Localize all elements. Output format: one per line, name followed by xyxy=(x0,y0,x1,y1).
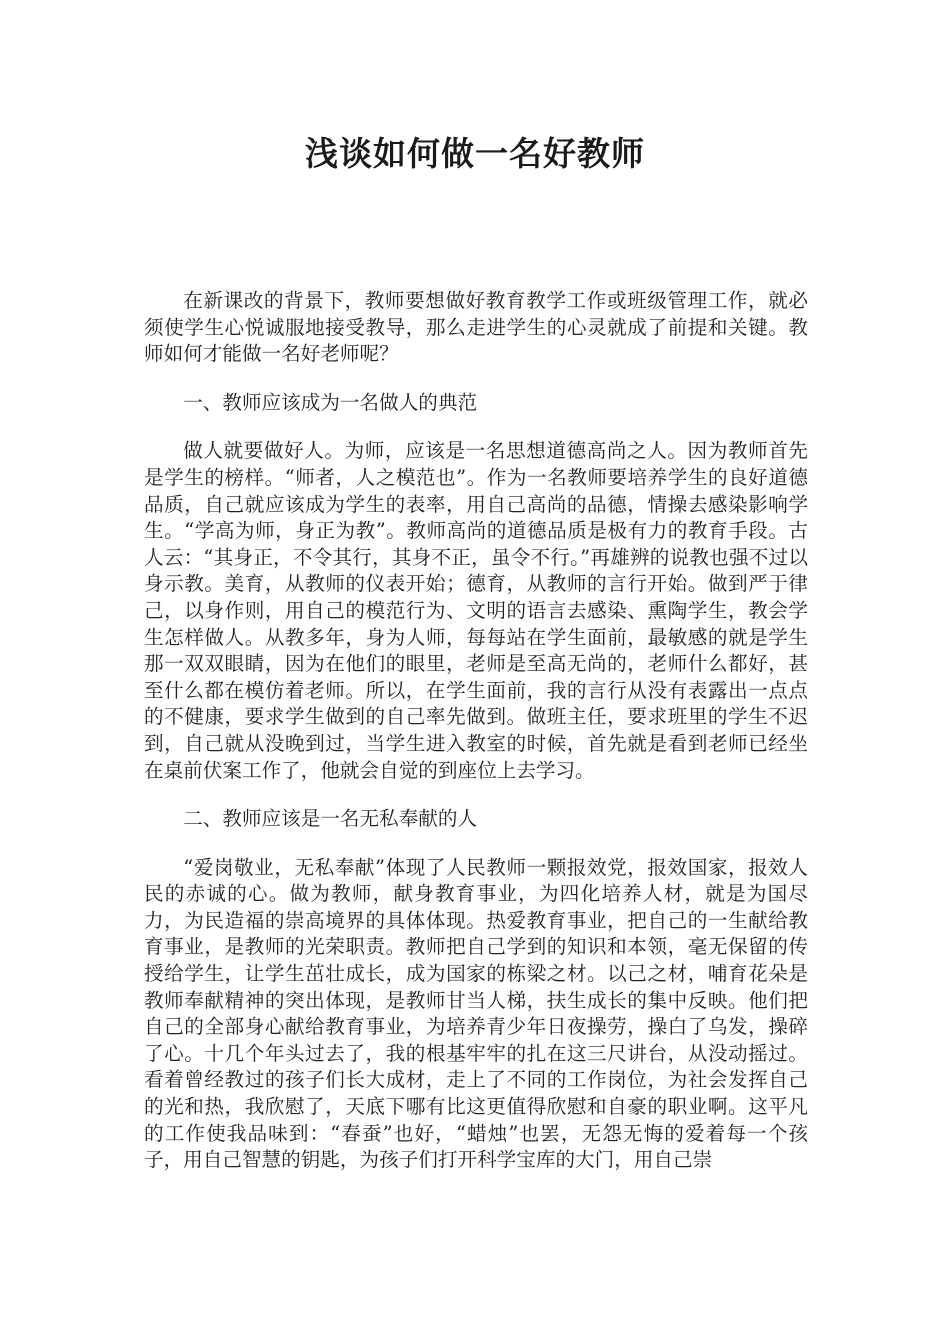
section-2-heading: 二、教师应该是一名无私奉献的人 xyxy=(183,807,478,831)
section-2-paragraph: “爱岗敬业，无私奉献”体现了人民教师一颗报效党，报效国家，报效人民的赤诚的心。做为教师，献身教育事业，为四化培养人材，就是为国尽力，为民造福的崇高境界的具体体现。热爱教育事业，把自己的一生献给教育事业，是教师的光荣职责。教师把自己学到的知识和本领，毫无保留的传授给学生，让学生茁壮成长，成为国家的栋梁之材。以己之材，哺育花朵是教师奉献精神的突出体现，是教师甘当人梯，扶生成长的集中反映。他们把自己的全部身心献给教育事业，为培养青少年日夜操劳，操白了乌发，操碎了心。十几个年头过去了，我的根基牢牢的扎在这三尺讲台，从没动摇过。看着曾经教过的孩子们长大成材，走上了不同的工作岗位，为社会发挥自己的光和热，我欣慰了，天底下哪有比这更值得欣慰和自豪的职业啊。这平凡的工作使我品味到：“春蚕”也好，“蜡烛”也罢，无怨无悔的爱着每一个孩子，用自己智慧的钥匙，为孩子们打开科学宝库的大门，用自己崇 xyxy=(144,855,808,1172)
document-title: 浅谈如何做一名好教师 xyxy=(305,134,645,173)
intro-paragraph: 在新课改的背景下，教师要想做好教育教学工作或班级管理工作，就必须使学生心悦诚服地接受教导，那么走进学生的心灵就成了前提和关键。教师如何才能做一名好老师呢？ xyxy=(144,289,808,366)
section-1-paragraph: 做人就要做好人。为师，应该是一名思想道德高尚之人。因为教师首先是学生的榜样。“师者，人之模范也”。作为一名教师要培养学生的良好道德品质，自己就应该成为学生的表率，用自己高尚的品德，情操去感染影响学生。“学高为师，身正为教”。教师高尚的道德品质是极有力的教育手段。古人云：“其身正，不令其行，其身不正，虽令不行。”再雄辨的说教也强不过以身示教。美育，从教师的仪表开始；德育，从教师的言行开始。做到严于律己，以身作则，用自己的模范行为、文明的语言去感染、熏陶学生，教会学生怎样做人。从教多年，身为人师，每每站在学生面前，最敏感的就是学生那一双双眼睛，因为在他们的眼里，老师是至高无尚的，老师什么都好，甚至什么都在模仿着老师。所以，在学生面前，我的言行从没有表露出一点点的不健康，要求学生做到的自己率先做到。做班主任，要求班里的学生不迟到，自己就从没晚到过，当学生进入教室的时候，首先就是看到老师已经坐在桌前伏案工作了，他就会自觉的到座位上去学习。 xyxy=(144,439,808,782)
document-body xyxy=(144,288,808,1196)
section-1-heading: 一、教师应该成为一名做人的典范 xyxy=(183,390,478,414)
